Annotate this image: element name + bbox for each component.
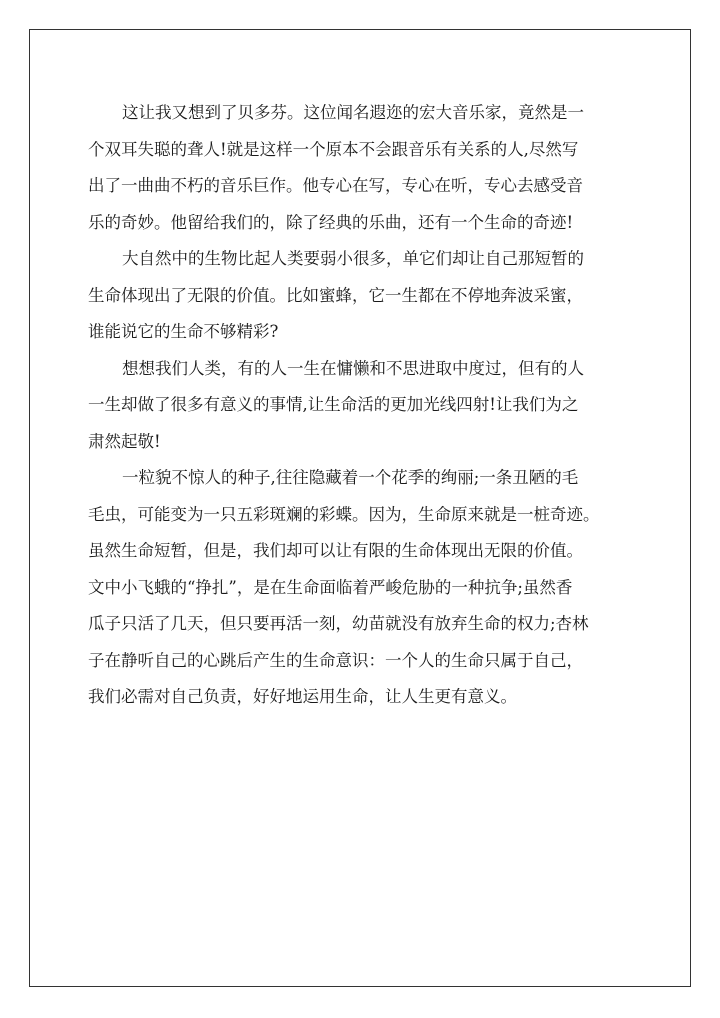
text-line: 瓜子只活了几天，但只要再活一刻，幼苗就没有放弃生命的权力;杏林 [88, 614, 589, 633]
text-line: 大自然中的生物比起人类要弱小很多，单它们却让自己那短暂的 [122, 249, 584, 268]
text-line: 出了一曲曲不朽的音乐巨作。他专心在写，专心在听，专心去感受音 [88, 176, 583, 195]
document-body [88, 95, 636, 716]
text-line: 一生却做了很多有意义的事情,让生命活的更加光线四射!让我们为之 [88, 395, 579, 414]
text-line: 肃然起敬! [88, 431, 161, 451]
text-line: 这让我又想到了贝多芬。这位闻名遐迩的宏大音乐家，竟然是一 [122, 103, 584, 122]
text-line: 文中小飞蛾的“挣扎”，是在生命面临着严峻危胁的一种抗争;虽然香 [88, 577, 573, 597]
text-line: 子在静听自己的心跳后产生的生命意识：一个人的生命只属于自己， [88, 650, 583, 670]
text-line: 个双耳失聪的聋人!就是这样一个原本不会跟音乐有关系的人,尽然写 [88, 139, 579, 159]
text-line: 虽然生命短暂，但是，我们却可以让有限的生命体现出无限的价值。 [88, 541, 583, 560]
text-line: 我们必需对自己负责，好好地运用生命，让人生更有意义。 [88, 687, 517, 706]
text-line: 谁能说它的生命不够精彩? [88, 322, 279, 341]
text-line: 毛虫，可能变为一只五彩斑斓的彩蝶。因为，生命原来就是一桩奇迹。 [88, 504, 600, 524]
text-line: 想想我们人类，有的人一生在慵懒和不思进取中度过，但有的人 [122, 358, 584, 378]
text-line: 生命体现出了无限的价值。比如蜜蜂，它一生都在不停地奔波采蜜， [88, 285, 583, 305]
text-line: 一粒貌不惊人的种子,往往隐藏着一个花季的绚丽;一条丑陋的毛 [122, 468, 579, 487]
text-line: 乐的奇妙。他留给我们的，除了经典的乐曲，还有一个生命的奇迹! [88, 212, 574, 232]
